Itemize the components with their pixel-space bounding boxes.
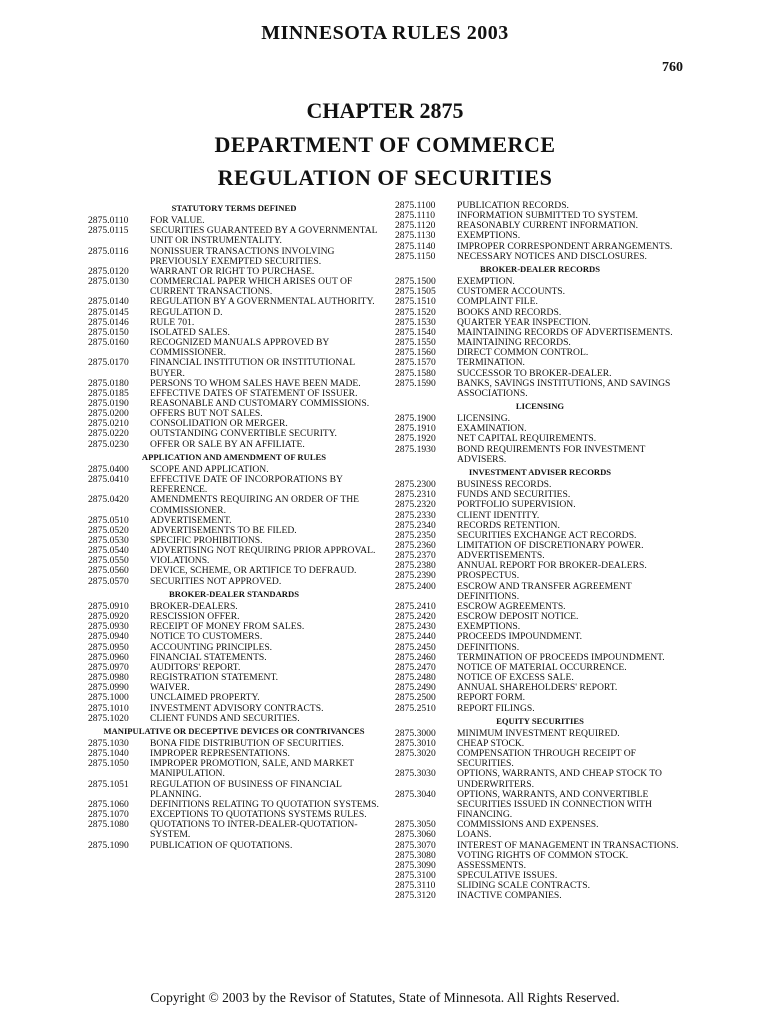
rule-title: SECURITIES EXCHANGE ACT RECORDS. [457, 529, 637, 541]
rule-number: 2875.0220 [88, 428, 129, 440]
rule-title: VOTING RIGHTS OF COMMON STOCK. [457, 849, 629, 861]
rule-number: 2875.0910 [88, 600, 129, 612]
rule-entry [88, 358, 380, 378]
rule-number: 2875.3090 [395, 859, 436, 871]
chapter-number: CHAPTER 2875 [306, 98, 464, 123]
rule-title: BROKER-DEALERS. [150, 600, 238, 612]
rule-number: 2875.1110 [395, 210, 436, 222]
rule-title: CLIENT IDENTITY. [457, 509, 540, 521]
rule-number: 2875.3040 [395, 788, 436, 800]
rule-entry [395, 612, 685, 622]
rule-title: EXAMINATION. [457, 423, 527, 435]
rule-title: DIRECT COMMON CONTROL. [457, 347, 589, 359]
rule-number: 2875.0140 [88, 296, 129, 308]
rule-title: ASSESSMENTS. [457, 859, 527, 871]
rule-entry [88, 226, 380, 246]
rule-title: REPORT FORM. [457, 692, 526, 704]
rule-number: 2875.0210 [88, 418, 129, 430]
rule-number: 2875.3100 [395, 870, 436, 881]
rule-entry [88, 277, 380, 297]
rule-title: PUBLICATION OF QUOTATIONS. [150, 839, 293, 851]
rule-title: LOANS. [457, 829, 492, 841]
rule-title: ESCROW AGREEMENTS. [457, 600, 566, 612]
rule-number: 2875.1930 [395, 443, 436, 455]
rule-title: SUCCESSOR TO BROKER-DEALER. [457, 367, 612, 379]
rule-entry [395, 379, 685, 399]
rule-number: 2875.0200 [88, 408, 129, 420]
rule-title: CONSOLIDATION OR MERGER. [150, 418, 288, 430]
rule-number: 2875.0190 [88, 397, 129, 409]
rule-title: WAIVER. [150, 682, 190, 694]
rule-number: 2875.1920 [395, 433, 436, 445]
rule-entry [395, 582, 685, 602]
rule-entry [88, 297, 380, 307]
rule-number: 2875.1900 [395, 413, 436, 425]
rule-title: BOOKS AND RECORDS. [457, 306, 562, 318]
rule-number: 2875.0150 [88, 326, 129, 338]
rule-number: 2875.1050 [88, 758, 129, 770]
rule-entry [395, 790, 685, 820]
section-heading: EQUITY SECURITIES [496, 715, 584, 726]
rule-number: 2875.2300 [395, 479, 436, 491]
rule-entry [395, 704, 685, 714]
rule-title: DEFINITIONS RELATING TO QUOTATION SYSTEMS. [150, 798, 379, 810]
rule-title: IMPROPER CORRESPONDENT ARRANGEMENTS. [457, 240, 673, 252]
copyright-notice: Copyright © 2003 by the Revisor of Statutes, State of Minnesota. All Rights Reserved. [150, 990, 620, 1005]
rule-number: 2875.0540 [88, 545, 129, 557]
section-heading: BROKER-DEALER RECORDS [479, 263, 601, 274]
rule-number: 2875.0170 [88, 357, 129, 369]
rule-entry [395, 830, 685, 840]
rule-number: 2875.2380 [395, 560, 436, 572]
rule-title: ADVERTISEMENTS TO BE FILED. [150, 524, 297, 536]
rule-title: OFFER OR SALE BY AN AFFILIATE. [150, 438, 305, 450]
rule-entry [88, 440, 380, 450]
running-head-title: MINNESOTA RULES 2003 [261, 22, 509, 44]
rule-number: 2875.0410 [88, 474, 129, 486]
rule-number: 2875.0510 [88, 514, 129, 526]
rule-number: 2875.0560 [88, 565, 129, 577]
rule-entry [395, 820, 685, 830]
rule-entry [395, 287, 685, 297]
rule-title: RULE 701. [150, 316, 195, 328]
rule-title: LIMITATION OF DISCRETIONARY POWER. [457, 540, 644, 551]
rule-entry [395, 500, 685, 510]
rule-number: 2875.1530 [395, 316, 436, 328]
rule-number: 2875.2500 [395, 692, 436, 704]
rule-number: 2875.2430 [395, 621, 436, 633]
rule-number: 2875.1010 [88, 702, 129, 714]
rule-number: 2875.3000 [395, 727, 436, 739]
rule-number: 2875.0120 [88, 265, 129, 277]
rule-title: ADVERTISEMENTS. [457, 550, 545, 562]
rule-entry [88, 759, 380, 779]
rule-number: 2875.1560 [395, 347, 436, 359]
section-heading: STATUTORY TERMS DEFINED [171, 203, 297, 213]
page-number: 760 [662, 60, 683, 75]
rule-number: 2875.0940 [88, 631, 129, 643]
rule-title: SPECULATIVE ISSUES. [457, 870, 558, 881]
rule-number: 2875.1090 [88, 839, 129, 851]
rule-title: QUARTER YEAR INSPECTION. [457, 316, 591, 328]
rule-title: ESCROW AND TRANSFER AGREEMENT DEFINITIONS. [457, 580, 632, 602]
rule-number: 2875.2470 [395, 661, 436, 673]
rule-title: COMMISSIONS AND EXPENSES. [457, 819, 599, 831]
rule-number: 2875.1051 [88, 778, 129, 790]
rule-entry [88, 338, 380, 358]
rule-title: EFFECTIVE DATES OF STATEMENT OF ISSUER. [150, 387, 358, 399]
rule-number: 2875.2510 [395, 702, 436, 714]
rule-entry [395, 221, 685, 231]
section-heading: BROKER-DEALER STANDARDS [169, 588, 299, 599]
rule-title: SECURITIES NOT APPROVED. [150, 575, 282, 587]
rule-title: CHEAP STOCK. [457, 737, 525, 749]
rule-number: 2875.2480 [395, 672, 436, 684]
rule-title: REGISTRATION STATEMENT. [150, 672, 279, 684]
rule-number: 2875.0550 [88, 555, 129, 567]
rule-title: COMPLAINT FILE. [457, 296, 538, 308]
rule-title: COMPENSATION THROUGH RECEIPT OF SECURITIES. [457, 748, 637, 770]
rule-number: 2875.2390 [395, 570, 436, 582]
rule-number: 2875.2350 [395, 529, 436, 541]
rule-number: 2875.0160 [88, 337, 129, 349]
rule-title: WARRANT OR RIGHT TO PURCHASE. [150, 265, 315, 277]
rule-title: ACCOUNTING PRINCIPLES. [150, 641, 273, 653]
rule-number: 2875.2460 [395, 651, 436, 663]
rule-title: LICENSING. [457, 413, 511, 425]
rule-number: 2875.1540 [395, 326, 436, 338]
rule-title: OPTIONS, WARRANTS, AND CONVERTIBLE SECURITIES ISSUED IN CONNECTION WITH FINANCING. [457, 788, 652, 821]
rule-number: 2875.2330 [395, 509, 436, 521]
rule-entry [395, 252, 685, 262]
rule-number: 2875.3080 [395, 849, 436, 861]
rule-title: NOTICE TO CUSTOMERS. [150, 631, 263, 643]
rule-number: 2875.0116 [88, 245, 129, 257]
rule-entry [88, 546, 380, 556]
section-heading: INVESTMENT ADVISER RECORDS [468, 466, 612, 477]
rule-title: BONA FIDE DISTRIBUTION OF SECURITIES. [150, 737, 344, 749]
rule-number: 2875.0110 [88, 215, 129, 227]
rule-title: FUNDS AND SECURITIES. [457, 489, 571, 501]
rule-number: 2875.3120 [395, 890, 436, 902]
rule-title: EXEMPTIONS. [457, 230, 521, 242]
rule-entry [88, 780, 380, 800]
rule-entry [395, 769, 685, 789]
rule-number: 2875.0145 [88, 306, 129, 318]
rule-title: INFORMATION SUBMITTED TO SYSTEM. [457, 210, 638, 222]
rule-title: AUDITORS' REPORT. [150, 661, 241, 673]
rule-number: 2875.3020 [395, 748, 436, 760]
rule-entry [395, 445, 685, 465]
rule-title: FINANCIAL INSTITUTION OR INSTITUTIONAL BUYER. [150, 357, 355, 379]
rule-title: OPTIONS, WARRANTS, AND CHEAP STOCK TO UNDERWRITERS. [457, 768, 662, 790]
rule-number: 2875.0230 [88, 438, 129, 450]
rule-title: NONISSUER TRANSACTIONS INVOLVING PREVIOUSLY EXEMPTED SECURITIES. [150, 245, 335, 267]
rule-number: 2875.1570 [395, 357, 436, 369]
rule-title: IMPROPER REPRESENTATIONS. [150, 748, 290, 760]
rule-number: 2875.0130 [88, 276, 129, 288]
rule-number: 2875.2310 [395, 489, 436, 501]
rule-title: VIOLATIONS. [150, 555, 210, 567]
rule-number: 2875.0930 [88, 621, 129, 633]
rule-title: BANKS, SAVINGS INSTITUTIONS, AND SAVINGS ASSOCIATIONS. [457, 377, 671, 399]
rule-title: RECEIPT OF MONEY FROM SALES. [150, 621, 305, 633]
rule-title: DEVICE, SCHEME, OR ARTIFICE TO DEFRAUD. [150, 565, 357, 577]
rule-title: PORTFOLIO SUPERVISION. [457, 499, 576, 511]
rule-number: 2875.1150 [395, 250, 436, 262]
rule-entry [88, 714, 380, 724]
rule-title: INVESTMENT ADVISORY CONTRACTS. [150, 702, 324, 714]
rule-title: AMENDMENTS REQUIRING AN ORDER OF THE COMMISSIONER. [150, 494, 360, 516]
rule-title: NOTICE OF EXCESS SALE. [457, 672, 574, 684]
rule-entry [88, 841, 380, 851]
rule-title: ISOLATED SALES. [150, 326, 230, 338]
rule-entry [395, 632, 685, 642]
rule-number: 2875.2450 [395, 641, 436, 653]
rule-title: SECURITIES GUARANTEED BY A GOVERNMENTAL UNIT OR INSTRUMENTALITY. [150, 225, 378, 247]
department-title: DEPARTMENT OF COMMERCE [214, 132, 556, 157]
rule-title: ESCROW DEPOSIT NOTICE. [457, 611, 579, 623]
rule-number: 2875.2440 [395, 631, 436, 643]
rule-title: NET CAPITAL REQUIREMENTS. [457, 433, 597, 445]
rule-number: 2875.1020 [88, 712, 129, 724]
rule-number: 2875.2420 [395, 611, 436, 623]
rule-number: 2875.0400 [88, 463, 129, 475]
rule-entry [395, 749, 685, 769]
section-heading: APPLICATION AND AMENDMENT OF RULES [141, 451, 327, 462]
rule-title: NECESSARY NOTICES AND DISCLOSURES. [457, 250, 647, 262]
rule-entry [395, 693, 685, 703]
rule-entry [88, 247, 380, 267]
rule-title: RESCISSION OFFER. [150, 611, 240, 623]
rule-title: DEFINITIONS. [457, 641, 520, 653]
rule-number: 2875.1910 [395, 423, 436, 435]
rule-number: 2875.2490 [395, 682, 436, 694]
rule-number: 2875.2370 [395, 550, 436, 562]
rule-entry [88, 673, 380, 683]
rule-number: 2875.0530 [88, 535, 129, 546]
rule-number: 2875.3070 [395, 839, 436, 851]
rule-title: ANNUAL REPORT FOR BROKER-DEALERS. [457, 560, 647, 572]
section-heading: MANIPULATIVE OR DECEPTIVE DEVICES OR CONTRIVANCES [103, 725, 365, 736]
rule-title: REPORT FILINGS. [457, 702, 535, 714]
rule-title: PERSONS TO WHOM SALES HAVE BEEN MADE. [150, 377, 361, 389]
rule-entry [88, 475, 380, 495]
rule-number: 2875.1130 [395, 230, 436, 242]
rule-title: FOR VALUE. [150, 215, 205, 227]
rule-number: 2875.0920 [88, 611, 129, 623]
rule-title: REGULATION OF BUSINESS OF FINANCIAL PLANNING. [150, 778, 342, 800]
rule-number: 2875.1500 [395, 276, 436, 288]
rule-number: 2875.1000 [88, 692, 129, 704]
rule-number: 2875.1120 [395, 220, 436, 232]
rule-number: 2875.0960 [88, 651, 129, 663]
rule-number: 2875.0980 [88, 672, 129, 684]
rule-title: EXCEPTIONS TO QUOTATIONS SYSTEMS RULES. [150, 809, 367, 821]
rule-entry [88, 308, 380, 318]
rule-number: 2875.0185 [88, 387, 129, 399]
rule-entry [88, 318, 380, 328]
rule-entry [395, 358, 685, 368]
rule-title: SPECIFIC PROHIBITIONS. [150, 535, 263, 546]
rule-entry [395, 348, 685, 358]
rule-number: 2875.0146 [88, 316, 129, 328]
rule-number: 2875.1040 [88, 748, 129, 760]
rule-title: UNCLAIMED PROPERTY. [150, 692, 260, 704]
rule-title: CLIENT FUNDS AND SECURITIES. [150, 712, 300, 724]
rule-title: PUBLICATION RECORDS. [457, 200, 569, 211]
chapter-subject: REGULATION OF SECURITIES [217, 165, 553, 190]
rule-title: OFFERS BUT NOT SALES. [150, 408, 263, 420]
rule-title: EXEMPTION. [457, 276, 515, 288]
rule-number: 2875.0950 [88, 641, 129, 653]
rule-number: 2875.1550 [395, 337, 436, 349]
rule-title: MAINTAINING RECORDS OF ADVERTISEMENTS. [457, 326, 673, 338]
rule-title: REGULATION BY A GOVERNMENTAL AUTHORITY. [150, 296, 375, 308]
left-column [88, 201, 380, 851]
rule-entry [395, 729, 685, 739]
rule-title: MINIMUM INVESTMENT REQUIRED. [457, 727, 620, 739]
right-column [395, 201, 685, 901]
rule-number: 2875.1520 [395, 306, 436, 318]
rule-number: 2875.0520 [88, 524, 129, 536]
rule-entry [88, 693, 380, 703]
rule-number: 2875.0180 [88, 377, 129, 389]
rule-title: REGULATION D. [150, 306, 223, 318]
rule-number: 2875.1080 [88, 819, 129, 831]
rule-title: ANNUAL SHAREHOLDERS' REPORT. [457, 682, 618, 694]
rule-title: RECOGNIZED MANUALS APPROVED BY COMMISSIONER. [150, 337, 330, 359]
rule-number: 2875.3060 [395, 829, 436, 841]
rule-number: 2875.1590 [395, 377, 436, 389]
rule-title: EFFECTIVE DATE OF INCORPORATIONS BY REFERENCE. [150, 474, 343, 496]
section-heading: LICENSING [515, 400, 565, 411]
rule-number: 2875.0570 [88, 575, 129, 587]
rule-number: 2875.0115 [88, 225, 129, 237]
rule-number: 2875.1140 [395, 240, 436, 252]
rule-title: EXEMPTIONS. [457, 621, 521, 633]
rule-number: 2875.0420 [88, 494, 129, 506]
rule-title: QUOTATIONS TO INTER-DEALER-QUOTATION-SYSTEM. [150, 819, 358, 841]
rule-title: ADVERTISING NOT REQUIRING PRIOR APPROVAL. [150, 545, 376, 557]
rule-title: PROSPECTUS. [457, 570, 520, 582]
rule-title: COMMERCIAL PAPER WHICH ARISES OUT OF CURRENT TRANSACTIONS. [150, 276, 353, 298]
rule-entry [395, 851, 685, 861]
rule-number: 2875.2400 [395, 580, 436, 592]
rule-entry [395, 561, 685, 571]
rule-number: 2875.2340 [395, 519, 436, 531]
rule-title: SCOPE AND APPLICATION. [150, 463, 269, 475]
rule-number: 2875.1100 [395, 200, 436, 211]
rule-title: NOTICE OF MATERIAL OCCURRENCE. [457, 661, 627, 673]
rule-number: 2875.1505 [395, 286, 436, 298]
rule-number: 2875.2360 [395, 540, 436, 551]
rule-number: 2875.0990 [88, 682, 129, 694]
rule-entry [395, 683, 685, 693]
rule-title: INACTIVE COMPANIES. [457, 890, 562, 902]
rule-number: 2875.3010 [395, 737, 436, 749]
rule-title: OUTSTANDING CONVERTIBLE SECURITY. [150, 428, 337, 440]
rule-entry [395, 891, 685, 901]
rule-title: REASONABLE AND CUSTOMARY COMMISSIONS. [150, 397, 370, 409]
rule-number: 2875.1510 [395, 296, 436, 308]
rule-number: 2875.1580 [395, 367, 436, 379]
rule-title: BOND REQUIREMENTS FOR INVESTMENT ADVISERS. [457, 443, 646, 465]
rule-entry [88, 577, 380, 587]
rule-title: REASONABLY CURRENT INFORMATION. [457, 220, 639, 232]
rule-title: TERMINATION. [457, 357, 525, 369]
rule-entry [88, 820, 380, 840]
rule-number: 2875.0970 [88, 661, 129, 673]
rule-number: 2875.2410 [395, 600, 436, 612]
rule-entry [88, 495, 380, 515]
rule-number: 2875.1030 [88, 737, 129, 749]
rule-title: IMPROPER PROMOTION, SALE, AND MARKET MANIPULATION. [150, 758, 354, 780]
rule-title: CUSTOMER ACCOUNTS. [457, 286, 566, 298]
rule-title: RECORDS RETENTION. [457, 519, 560, 531]
rule-entry [395, 414, 685, 424]
rule-number: 2875.3110 [395, 880, 436, 892]
rule-title: TERMINATION OF PROCEEDS IMPOUNDMENT. [457, 651, 665, 663]
rule-number: 2875.2320 [395, 499, 436, 511]
rule-title: INTEREST OF MANAGEMENT IN TRANSACTIONS. [457, 839, 679, 851]
rule-title: MAINTAINING RECORDS. [457, 337, 571, 349]
rule-number: 2875.3030 [395, 768, 436, 780]
rule-title: PROCEEDS IMPOUNDMENT. [457, 631, 583, 643]
rule-title: ADVERTISEMENT. [150, 514, 232, 526]
rule-number: 2875.1060 [88, 798, 129, 810]
rule-title: FINANCIAL STATEMENTS. [150, 651, 267, 663]
rule-number: 2875.3050 [395, 819, 436, 831]
rule-title: SLIDING SCALE CONTRACTS. [457, 880, 590, 892]
rule-title: BUSINESS RECORDS. [457, 479, 552, 491]
rule-number: 2875.1070 [88, 809, 129, 821]
